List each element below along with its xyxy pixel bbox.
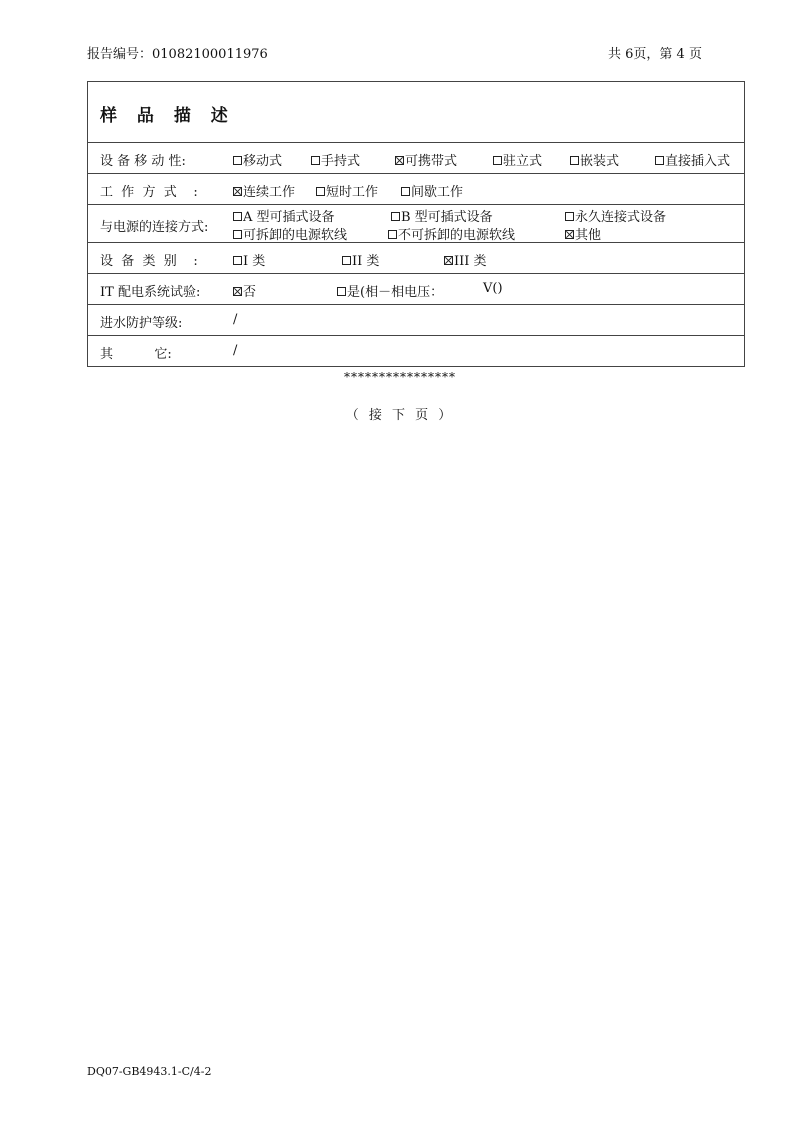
page-info: 共 6页，第 4 页 [608,47,702,62]
checkbox-icon[interactable] [337,287,346,296]
option-stationary[interactable]: 驻立式 [493,150,542,169]
option-continuous[interactable]: 连续工作 [233,181,295,200]
checkbox-icon[interactable] [233,156,242,165]
continued-note: （ 接 下 页 ） [345,408,455,423]
row-label-mobility: 设 备 移 动 性: [100,154,186,169]
table-row-it-system [88,273,744,304]
report-number: 报告编号：01082100011976 [87,47,268,62]
table-title-row [88,82,744,142]
row-label-other: 其 它: [100,347,172,362]
table-row-class [88,242,744,273]
option-class-i[interactable]: I 类 [233,250,265,269]
checkbox-icon[interactable] [233,212,242,221]
other-value: / [233,343,238,358]
option-mobile[interactable]: 移动式 [233,150,282,169]
row-label-it-system: IT 配电系统试验: [100,285,201,300]
checkbox-icon[interactable] [388,230,397,239]
option-class-ii[interactable]: II 类 [342,250,379,269]
voltage-unit: V() [483,281,503,296]
document-code: DQ07-GB4943.1-C/4-2 [87,1065,212,1078]
checkbox-checked-icon[interactable] [233,187,242,196]
option-intermittent[interactable]: 间歇工作 [401,181,463,200]
checkbox-checked-icon[interactable] [395,156,404,165]
option-built-in[interactable]: 嵌装式 [570,150,619,169]
row-label-connection: 与电源的连接方式: [100,220,209,235]
checkbox-icon[interactable] [342,256,351,265]
checkbox-checked-icon[interactable] [565,230,574,239]
row-label-operation: 工 作 方 式 : [100,185,198,200]
checkbox-icon[interactable] [570,156,579,165]
row-label-ingress: 进水防护等级: [100,316,183,331]
option-other[interactable]: 其他 [565,224,601,243]
checkbox-icon[interactable] [316,187,325,196]
option-pluggable-a[interactable]: A 型可插式设备 [233,206,335,225]
option-pluggable-b[interactable]: B 型可插式设备 [391,206,493,225]
option-portable[interactable]: 可携带式 [395,150,457,169]
option-no[interactable]: 否 [233,281,256,300]
checkbox-icon[interactable] [655,156,664,165]
checkbox-icon[interactable] [311,156,320,165]
end-marker: **************** [344,370,456,384]
option-direct-plug-in[interactable]: 直接插入式 [655,150,730,169]
sample-description-table [87,81,745,367]
table-row-ingress [88,304,744,335]
checkbox-icon[interactable] [565,212,574,221]
option-class-iii[interactable]: III 类 [444,250,487,269]
checkbox-checked-icon[interactable] [444,256,453,265]
table-row-connection [88,204,744,242]
checkbox-checked-icon[interactable] [233,287,242,296]
ingress-value: / [233,312,238,327]
option-non-detachable-cord[interactable]: 不可拆卸的电源软线 [388,224,515,243]
checkbox-icon[interactable] [391,212,400,221]
row-label-class: 设 备 类 别 : [100,254,198,269]
table-row-other [88,335,744,366]
checkbox-icon[interactable] [401,187,410,196]
option-handheld[interactable]: 手持式 [311,150,360,169]
checkbox-icon[interactable] [233,256,242,265]
option-yes[interactable]: 是(相－相电压： [337,281,443,300]
option-short-time[interactable]: 短时工作 [316,181,378,200]
table-title: 样 品 描 述 [100,106,235,126]
checkbox-icon[interactable] [493,156,502,165]
table-row-operation [88,173,744,204]
table-row-mobility [88,142,744,173]
option-permanent[interactable]: 永久连接式设备 [565,206,666,225]
option-detachable-cord[interactable]: 可拆卸的电源软线 [233,224,347,243]
checkbox-icon[interactable] [233,230,242,239]
